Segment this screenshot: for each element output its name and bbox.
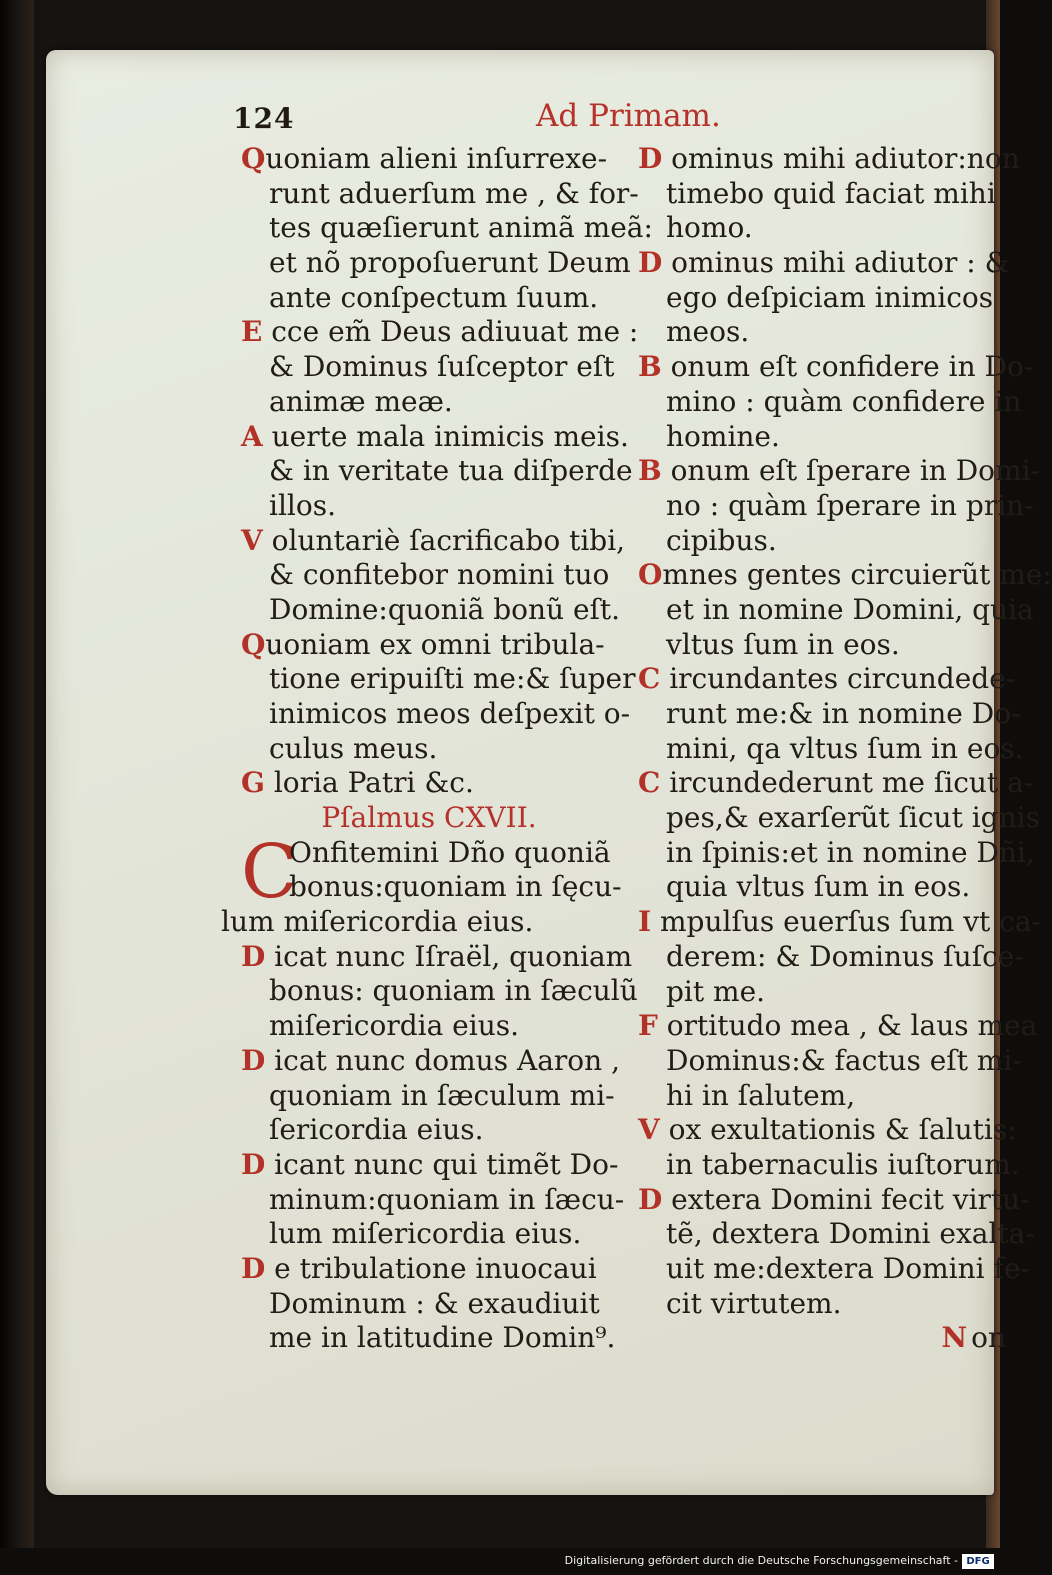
line-text: mino : quàm confidere in: [666, 384, 1022, 418]
text-line: [241, 176, 639, 212]
line-text: miſericordia eius.: [269, 1009, 520, 1043]
line-text: ircundederunt me ſicut a-: [660, 766, 1034, 800]
line-text: pit me.: [666, 974, 766, 1008]
line-text: inimicos meos deſpexit o-: [269, 697, 631, 730]
catchword-initial: N: [941, 1321, 968, 1355]
line-text: culus meus.: [269, 731, 438, 765]
rubric-initial: C: [638, 766, 661, 800]
text-line: lum miſericordia eius.: [221, 905, 534, 939]
text-line: [241, 281, 617, 316]
text-line: [241, 1079, 617, 1114]
line-text: mnes gentes circuierũt me:: [662, 558, 1052, 592]
text-line: [638, 592, 1034, 628]
text-line: [638, 420, 1016, 455]
line-text: extera Domini fecit virtu-: [662, 1182, 1030, 1216]
rubric-initial: Q: [241, 627, 266, 661]
text-line: [241, 939, 633, 975]
page-number: 124: [233, 102, 295, 135]
text-line: [638, 488, 1034, 524]
line-text: tione eripuiſti me:& ſuper: [269, 662, 636, 696]
left-column-verses: [241, 142, 653, 801]
line-text: animæ meæ.: [269, 384, 453, 418]
text-line: [638, 1113, 1016, 1148]
line-text: quia vltus ſum in eos.: [666, 870, 971, 904]
text-line: [241, 1182, 625, 1218]
text-line: [241, 419, 629, 455]
right-column: [638, 142, 1052, 1356]
rubric-initial: A: [241, 419, 263, 453]
text-line: [638, 1147, 1020, 1183]
line-text: loria Patri &c.: [264, 766, 474, 800]
rubric-initial: E: [241, 315, 263, 349]
line-text: et nõ propoſuerunt Deum: [269, 246, 631, 280]
line-text: mpulſus euerſus ſum vt ca-: [651, 905, 1042, 939]
line-text: cce em̃ Deus adiuuat me :: [262, 315, 639, 349]
text-line: [241, 766, 617, 801]
text-line: [241, 142, 617, 177]
line-text: illos.: [269, 488, 336, 522]
psalm-title: Pſalmus CXVII.: [321, 801, 537, 835]
drop-cap: C: [241, 828, 298, 915]
text-line: [638, 1182, 1030, 1218]
text-line: [241, 732, 617, 767]
text-line: [241, 489, 617, 524]
text-line: bonus:quoniam in ſęcu-: [289, 870, 622, 904]
text-line: [638, 315, 1016, 350]
line-text: uit me:dextera Domini fe-: [666, 1252, 1030, 1285]
footer-credit: Digitalisierung gefördert durch die Deutsche Forschungsgemeinschaft -: [564, 1554, 958, 1567]
line-text: tẽ, dextera Domini exalta-: [666, 1217, 1035, 1251]
text-line: [638, 142, 1020, 177]
line-text: uoniam ex omni tribula-: [265, 627, 605, 661]
rubric-initial: O: [638, 558, 663, 592]
line-text: ego deſpiciam inimicos: [666, 280, 994, 314]
text-line: [638, 835, 1035, 871]
text-line: [638, 281, 1016, 316]
text-line: [638, 1009, 1038, 1044]
line-text: bonus: quoniam in ſæculũ: [269, 974, 638, 1008]
line-text: in tabernaculis iuſtorum.: [666, 1147, 1020, 1181]
line-text: hi in ſalutem,: [666, 1078, 856, 1112]
rubric-initial: D: [638, 1182, 663, 1216]
line-text: uoniam alieni inſurrexe-: [265, 142, 608, 175]
line-text: lum miſericordia eius.: [269, 1217, 582, 1251]
line-text: in ſpinis:et in nomine Dñi,: [666, 835, 1035, 869]
text-line: [638, 662, 1016, 697]
rubric-initial: Q: [241, 142, 266, 175]
line-text: runt me:& in nomine Do-: [666, 697, 1021, 730]
line-text: vltus ſum in eos.: [666, 627, 900, 661]
text-line: [638, 1043, 1022, 1079]
line-text: ortitudo mea , & laus mea: [657, 1009, 1038, 1043]
line-text: runt aduerſum me , & for-: [269, 176, 639, 210]
text-line: [241, 628, 617, 663]
line-text: & confitebor nomini tuo: [269, 558, 610, 592]
line-text: minum:quoniam in ſæcu-: [269, 1182, 625, 1216]
line-text: e tribulatione inuocaui: [265, 1251, 597, 1285]
line-text: ominus mihi adiutor:non: [662, 142, 1020, 175]
text-line: [638, 454, 1040, 489]
rubric-initial: C: [638, 662, 661, 696]
right-column-verses: [638, 142, 1052, 1321]
text-line: [638, 246, 1016, 281]
dfg-logo: DFG: [962, 1554, 994, 1569]
line-text: & in veritate tua diſperde: [269, 454, 633, 488]
text-line: [241, 211, 653, 246]
text-line: [638, 870, 1016, 905]
text-line: [241, 1217, 617, 1252]
line-text: homine.: [666, 419, 780, 453]
text-line: [638, 766, 1034, 801]
line-text: Dominum : & exaudiuit: [269, 1286, 600, 1320]
line-text: mini, qa vltus ſum in eos.: [666, 731, 1024, 765]
text-line: [241, 1043, 620, 1079]
rubric-initial: B: [638, 454, 662, 488]
line-text: ominus mihi adiutor : &: [662, 246, 1010, 280]
line-text: pes,& exarſerũt ſicut ignis: [666, 801, 1040, 835]
text-line: [241, 1321, 617, 1356]
rubric-initial: D: [638, 142, 663, 175]
text-line: [638, 558, 1052, 593]
rubric-initial: B: [638, 350, 662, 384]
text-line: [241, 315, 639, 350]
footer-bar: [0, 1548, 1000, 1575]
text-line: [241, 592, 621, 628]
line-text: cit virtutem.: [666, 1286, 842, 1320]
rubric-initial: F: [638, 1009, 658, 1043]
line-text: ox exultationis & ſalutis:: [659, 1113, 1017, 1147]
rubric-initial: D: [241, 1147, 266, 1181]
text-line: [638, 1287, 1016, 1322]
running-head: Ad Primam.: [536, 98, 721, 134]
rubric-initial: I: [638, 905, 652, 939]
text-line: [241, 662, 636, 697]
line-text: ante conſpectum ſuum.: [269, 280, 599, 314]
catchword: [638, 1321, 1016, 1356]
rubric-initial: D: [241, 1251, 266, 1285]
text-line: [241, 246, 631, 281]
line-text: no : quàm ſperare in prin-: [666, 488, 1034, 522]
line-text: Dominus:& factus eſt mi-: [666, 1043, 1022, 1077]
text-line: [241, 454, 633, 489]
text-line: [241, 558, 617, 593]
line-text: & Dominus ſuſceptor eſt: [269, 350, 615, 384]
text-line: [638, 975, 1016, 1010]
line-text: quoniam in ſæculum mi-: [269, 1078, 615, 1112]
text-line: [638, 939, 1024, 975]
text-line: [638, 177, 1016, 212]
line-text: me in latitudine Domin⁹.: [269, 1321, 616, 1355]
rubric-initial: V: [638, 1113, 660, 1147]
text-line: [638, 1252, 1030, 1287]
line-text: icat nunc domus Aaron ,: [265, 1043, 620, 1077]
line-text: meos.: [666, 315, 750, 349]
psalm-opening: [221, 828, 622, 940]
rubric-initial: G: [241, 766, 265, 800]
text-line: [241, 350, 617, 385]
line-text: icant nunc qui timẽt Do-: [265, 1147, 619, 1181]
text-line: [241, 1287, 617, 1322]
line-text: onum eſt ſperare in Domi-: [661, 454, 1040, 488]
line-text: homo.: [666, 211, 753, 245]
text-line: [638, 1079, 1016, 1114]
line-text: tes quæſierunt animã meã:: [269, 211, 653, 245]
text-line: [638, 1217, 1035, 1252]
line-text: cipibus.: [666, 523, 777, 557]
line-text: derem: & Dominus ſuſce-: [666, 939, 1024, 973]
text-line: [638, 801, 1040, 836]
page: [46, 50, 1052, 1495]
rubric-initial: D: [241, 1043, 266, 1077]
text-line: [241, 523, 626, 559]
line-text: timebo quid faciat mihi: [666, 176, 996, 210]
text-line: [638, 731, 1024, 767]
text-line: [638, 524, 1016, 559]
left-column-verses-after: [241, 939, 638, 1356]
line-text: ſericordia eius.: [269, 1113, 484, 1147]
text-line: [638, 384, 1022, 420]
line-text: oluntariè ſacrificabo tibi,: [262, 523, 626, 557]
text-line: [241, 1113, 617, 1148]
text-line: [638, 350, 1034, 385]
text-line: [241, 1252, 617, 1287]
text-line: [241, 1148, 617, 1183]
text-line: [241, 974, 638, 1009]
text-line: [241, 1009, 617, 1044]
line-text: icat nunc Iſraël, quoniam: [265, 939, 633, 973]
text-line: [638, 211, 1016, 246]
rubric-initial: V: [241, 523, 263, 557]
catchword-text: on: [971, 1321, 1006, 1355]
text-line: Onfitemini Dño quoniã: [289, 835, 611, 869]
text-line: [638, 905, 1042, 940]
text-line: [638, 697, 1021, 732]
text-line: [241, 385, 617, 420]
line-text: onum eſt confidere in Do-: [661, 350, 1034, 384]
book-spine: [0, 0, 34, 1548]
line-text: et in nomine Domini, quia: [666, 592, 1034, 626]
line-text: ircundantes circundede-: [660, 662, 1016, 696]
page-header: [46, 98, 994, 142]
line-text: uerte mala inimicis meis.: [262, 419, 629, 453]
left-column: [221, 142, 653, 1356]
line-text: Domine:quoniã bonũ eſt.: [269, 592, 621, 626]
rubric-initial: D: [638, 246, 663, 280]
rubric-initial: D: [241, 939, 266, 973]
text-line: [241, 697, 631, 732]
text-line: [638, 628, 1016, 663]
